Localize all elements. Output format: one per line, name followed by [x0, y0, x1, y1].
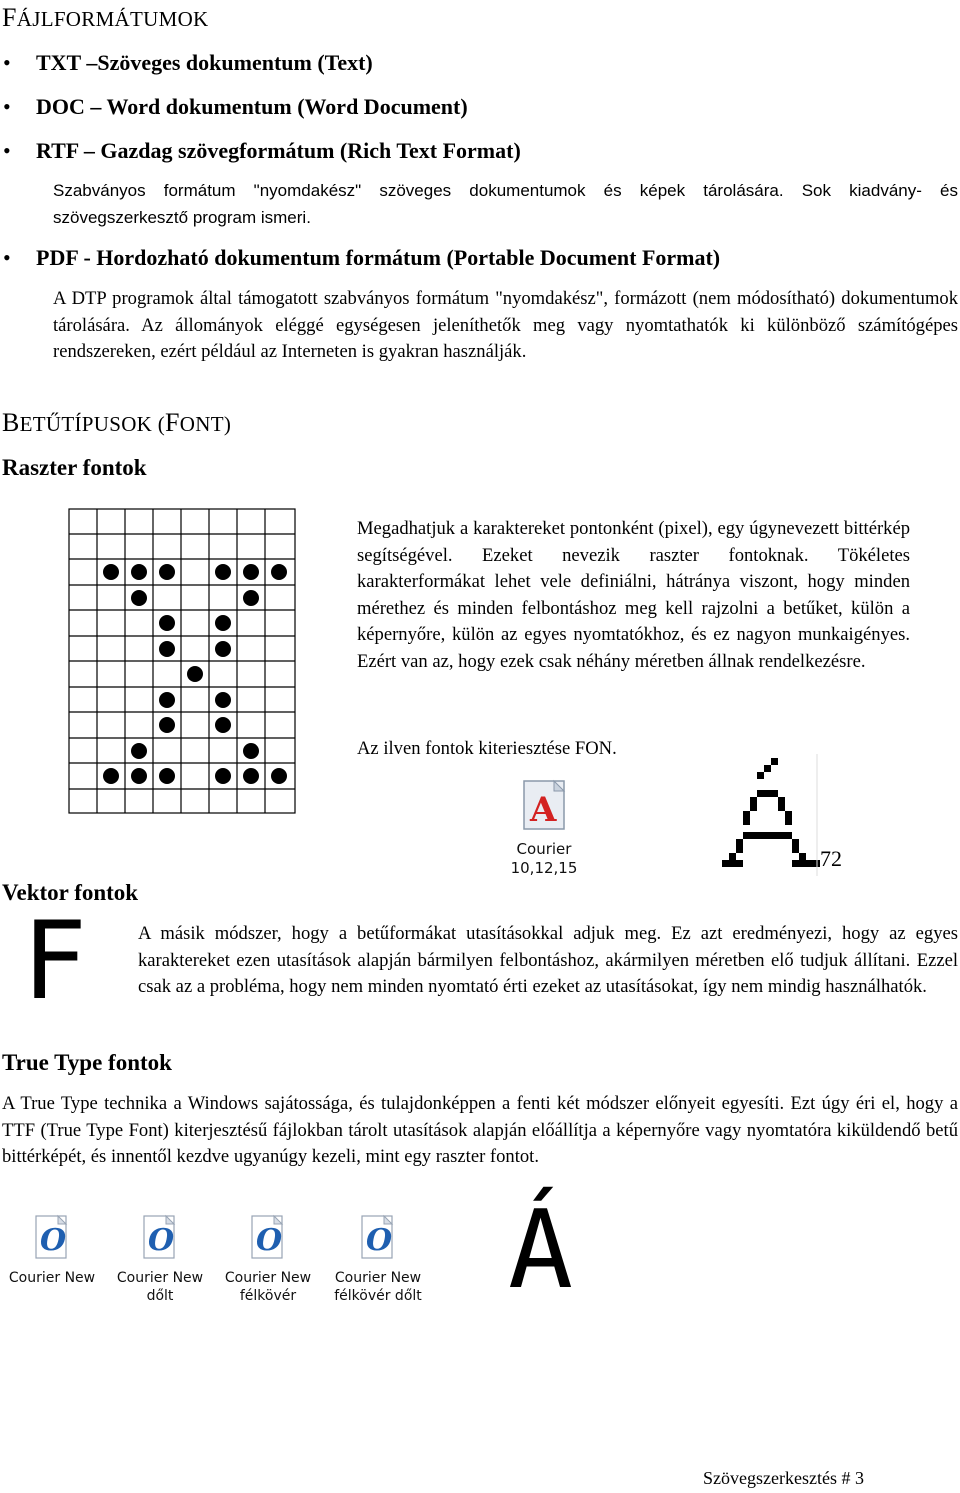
vector-f-glyph: F	[22, 899, 88, 1024]
courier-font-file-icon	[500, 775, 588, 880]
vector-description: A másik módszer, hogy a betűformákat utasításokkal adjuk meg. Ez azt eredményezi, hogy az egyes karaktereket ezen utasítások alapján bármilyen felbontáshoz, akármilyen méretben elő tudjuk állítani. Ezzel csak az a probléma, hogy nem minden nyomtató érti ezeket az utasításokat, így nem mindig használhatók.	[138, 923, 958, 997]
svg-text:O: O	[148, 1223, 175, 1258]
svg-text:O: O	[366, 1223, 393, 1258]
raster-description: Megadhatjuk a karaktereket pontonként (pixel), egy úgynevezett bittérkép segítségével. Ezeket nevezik raszter fontoknak. Tökéletes karakterformákat lehet vele definiálni, hátránya viszont, hogy minden mérethez és minden felbontáshoz meg kell rajzolni a betűket, külön a képernyőre, külön az egyes nyomtatókhoz, és ez nagyon munkaigényes. Ezért van az, hogy ezek csak néhány méretben állnak rendelkezésre.	[357, 518, 910, 672]
raster-heading: Raszter fontok	[2, 455, 147, 480]
svg-text:A: A	[530, 790, 557, 830]
bullet-icon: •	[3, 138, 11, 163]
section-title-betutipusok: BETŰTÍPUSOK (FONT)	[2, 408, 232, 437]
page-footer: Szövegszerkesztés # 3	[703, 1468, 864, 1488]
bullet-icon: •	[3, 245, 11, 270]
courier-new-bold-icon	[218, 1212, 318, 1305]
truetype-heading: True Type fontok	[2, 1050, 172, 1075]
vector-heading: Vektor fontok	[2, 880, 139, 905]
svg-text:O: O	[40, 1223, 67, 1258]
courier-icon-label: Courier 10,12,15	[510, 840, 578, 877]
list-item-rtf: RTF – Gazdag szövegformátum (Rich Text Format)	[36, 138, 521, 163]
truetype-font-icon	[30, 1212, 74, 1264]
pixel-dots	[103, 564, 287, 784]
truetype-icon-row	[2, 1212, 432, 1312]
pdf-description: A DTP programok által támogatott szabványos formátum "nyomdakész", formázott (nem módosítható) dokumentumok tárolására. Az állományok eléggé egységesen jeleníthetők meg vagy nyomtathatók ki különböző számítógépes rendszereken, ezért például az Interneten is gyakran használják.	[53, 288, 958, 362]
truetype-font-icon	[246, 1212, 290, 1264]
rtf-description: Szabványos formátum "nyomdakész" szöveges dokumentumok és képek tárolására. Sok kiadvány- és szövegszerkesztő program ismeri.	[53, 181, 958, 227]
list-item-pdf: PDF - Hordozható dokumentum formátum (Portable Document Format)	[36, 245, 721, 270]
svg-text:O: O	[256, 1223, 283, 1258]
bullet-icon: •	[3, 94, 11, 119]
icon-label: Courier New dőlt	[116, 1270, 204, 1304]
truetype-font-icon	[138, 1212, 182, 1264]
raster-extension-note: Az ilven fontok kiteriesztése FON.	[357, 738, 617, 759]
font-size-number: 72	[820, 846, 842, 871]
icon-label: Courier New félkövér dőlt	[334, 1270, 422, 1304]
raster-font-icon	[500, 775, 588, 835]
grid-lines	[69, 509, 295, 813]
courier-new-bold-italic-icon	[326, 1212, 430, 1305]
list-item-doc: DOC – Word dokumentum (Word Document)	[36, 94, 468, 119]
icon-label: Courier New	[8, 1270, 96, 1286]
courier-new-italic-icon	[110, 1212, 210, 1305]
courier-new-regular-icon	[2, 1212, 102, 1287]
icon-label: Courier New félkövér	[224, 1270, 312, 1304]
truetype-description: A True Type technika a Windows sajátossága, és tulajdonképpen a fenti két módszer előnyeit egyesíti. Ezt úgy éri el, hogy a TTF (True Type Font) kiterjesztésű fájlokban tárolt utasítások alapján előállítja a képernyőre vagy nyomtatóra kiküldendő betű bittérképét, és innentől kezdve ugyanúgy kezeli, mint egy raszter fontot.	[2, 1093, 958, 1167]
section-title-fajlformatumok: FÁJLFORMÁTUMOK	[2, 3, 209, 32]
pixelated-a-acute-glyph	[722, 752, 822, 878]
truetype-a-acute-glyph: Á	[508, 1188, 574, 1313]
raster-grid-figure	[68, 508, 298, 818]
truetype-font-icon	[356, 1212, 400, 1264]
bullet-icon: •	[3, 50, 11, 75]
list-item-txt: TXT –Szöveges dokumentum (Text)	[36, 50, 373, 75]
